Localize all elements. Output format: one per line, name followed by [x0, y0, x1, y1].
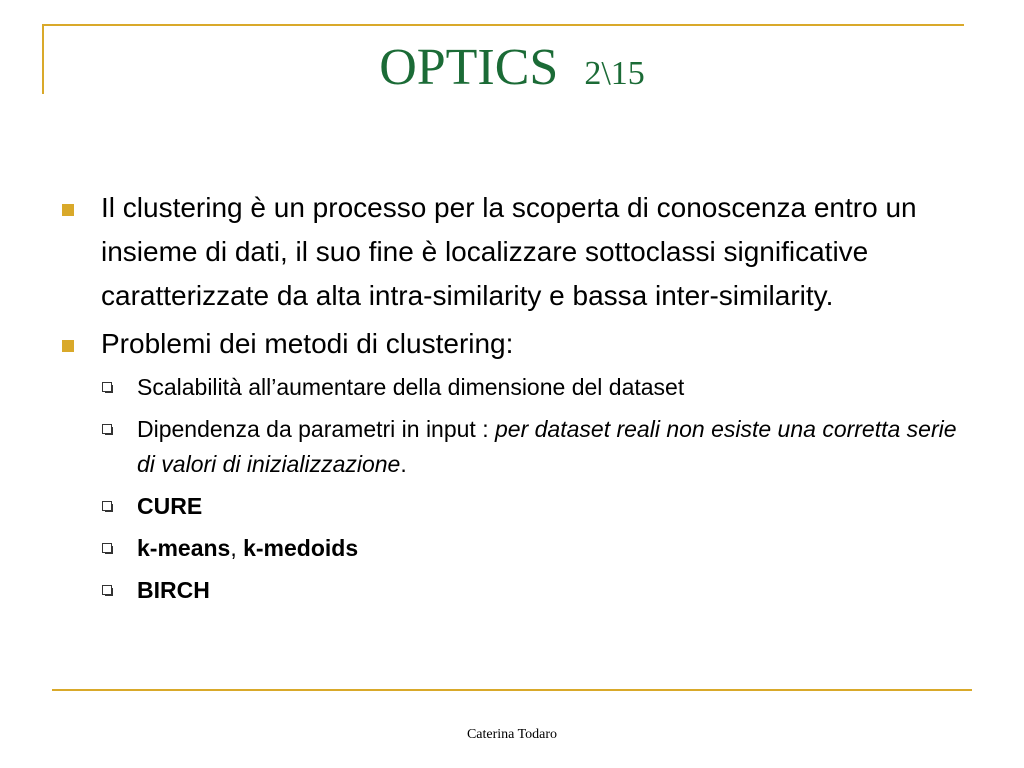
frame-bottom-line — [52, 689, 972, 691]
square-bullet-icon — [62, 340, 74, 352]
frame-top-line — [42, 24, 964, 26]
page-indicator: 2\15 — [584, 55, 645, 92]
subbullet-item — [58, 531, 958, 566]
slide-body — [58, 186, 958, 615]
subbullet-italic-text: per dataset reali non esiste una corretta serie di valori di inizializzazione — [137, 416, 957, 477]
subbullet-text: CURE — [137, 493, 203, 519]
bullet-text: Il clustering è un processo per la scoperta di conoscenza entro un insieme di dati, il suo fine è localizzare sottoclassi significative caratterizzate da alta intra-similarity e bassa inter-similarity. — [101, 192, 917, 311]
subbullet-text: Scalabilità all’aumentare della dimensione del dataset — [137, 374, 685, 400]
subbullet-text: k-medoids — [243, 535, 359, 561]
subbullet-suffix: . — [400, 451, 407, 477]
title-text: OPTICS — [379, 39, 559, 96]
bullet-item — [58, 186, 958, 318]
slide-title — [0, 38, 1024, 97]
square-bullet-icon — [62, 204, 74, 216]
checkbox-bullet-icon — [102, 382, 112, 392]
subbullet-separator: , — [230, 535, 244, 561]
subbullet-item — [58, 370, 958, 405]
subbullet-item — [58, 573, 958, 608]
checkbox-bullet-icon — [102, 501, 112, 511]
subbullet-text: Dipendenza da parametri in input : — [137, 416, 495, 442]
checkbox-bullet-icon — [102, 424, 112, 434]
bullet-text: Problemi dei metodi di clustering: — [101, 328, 514, 359]
subbullet-item — [58, 412, 958, 482]
checkbox-bullet-icon — [102, 585, 112, 595]
subbullet-text: k-means — [137, 535, 231, 561]
slide-footer: Caterina Todaro — [466, 727, 558, 742]
subbullet-text: BIRCH — [137, 577, 210, 603]
bullet-item — [58, 322, 958, 366]
checkbox-bullet-icon — [102, 543, 112, 553]
subbullet-item — [58, 489, 958, 524]
